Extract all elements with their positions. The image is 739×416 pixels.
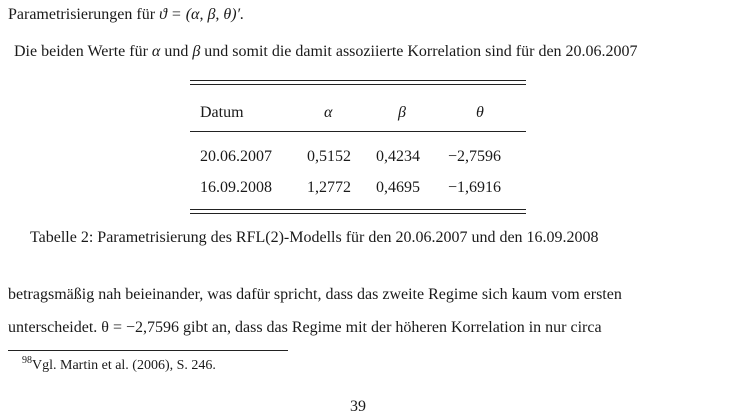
page-number: 39: [350, 398, 366, 415]
table-caption: Tabelle 2: Parametrisierung des RFL(2)-Modells für den 20.06.2007 und den 16.09.2008: [30, 229, 599, 246]
table-cell-alpha: 0,5152: [307, 148, 351, 165]
text-line-parametrisierungen: [8, 6, 244, 24]
table-cell-beta: 0,4234: [376, 148, 420, 165]
table-cell-date: 16.09.2008: [200, 179, 272, 196]
table-header-theta: θ: [476, 104, 484, 121]
footnote-text: Vgl. Martin et al. (2006), S. 246.: [32, 358, 216, 373]
text-segment: und: [160, 43, 193, 60]
footnote-rule: [8, 350, 288, 351]
table-header-datum: Datum: [200, 104, 244, 121]
table-cell-beta: 0,4695: [376, 179, 420, 196]
beta-symbol: β: [192, 43, 201, 60]
table-mid-rule: [190, 131, 526, 132]
math-formula: ϑ = (α, β, θ)′.: [159, 6, 245, 23]
table-cell-alpha: 1,2772: [307, 179, 351, 196]
table-bottom-rule: [190, 213, 526, 214]
table-cell-date: 20.06.2007: [200, 148, 272, 165]
table-cell-theta: −1,6916: [448, 179, 502, 196]
table-top-rule: [190, 84, 526, 85]
table-header-beta: β: [398, 104, 406, 121]
body-text-line: unterscheidet. θ = −2,7596 gibt an, dass das Regime mit der höheren Korrelation in nur circa: [8, 319, 602, 336]
table-cell-theta: −2,7596: [448, 148, 502, 165]
text-segment: Die beiden Werte für: [14, 43, 152, 60]
table-bottom-rule: [190, 209, 526, 210]
text-segment: und somit die damit assoziierte Korrelation sind für den 20.06.2007: [200, 43, 638, 60]
footnote: [22, 355, 216, 374]
table-header-alpha: α: [324, 104, 333, 121]
text-segment: Parametrisierungen für: [8, 6, 160, 23]
footnote-number: 98: [22, 355, 32, 366]
table-top-rule: [190, 80, 526, 81]
alpha-symbol: α: [151, 43, 161, 60]
body-text-line: betragsmäßig nah beieinander, was dafür spricht, dass das zweite Regime sich kaum vom ersten: [8, 286, 622, 303]
text-line-intro: [14, 43, 638, 61]
